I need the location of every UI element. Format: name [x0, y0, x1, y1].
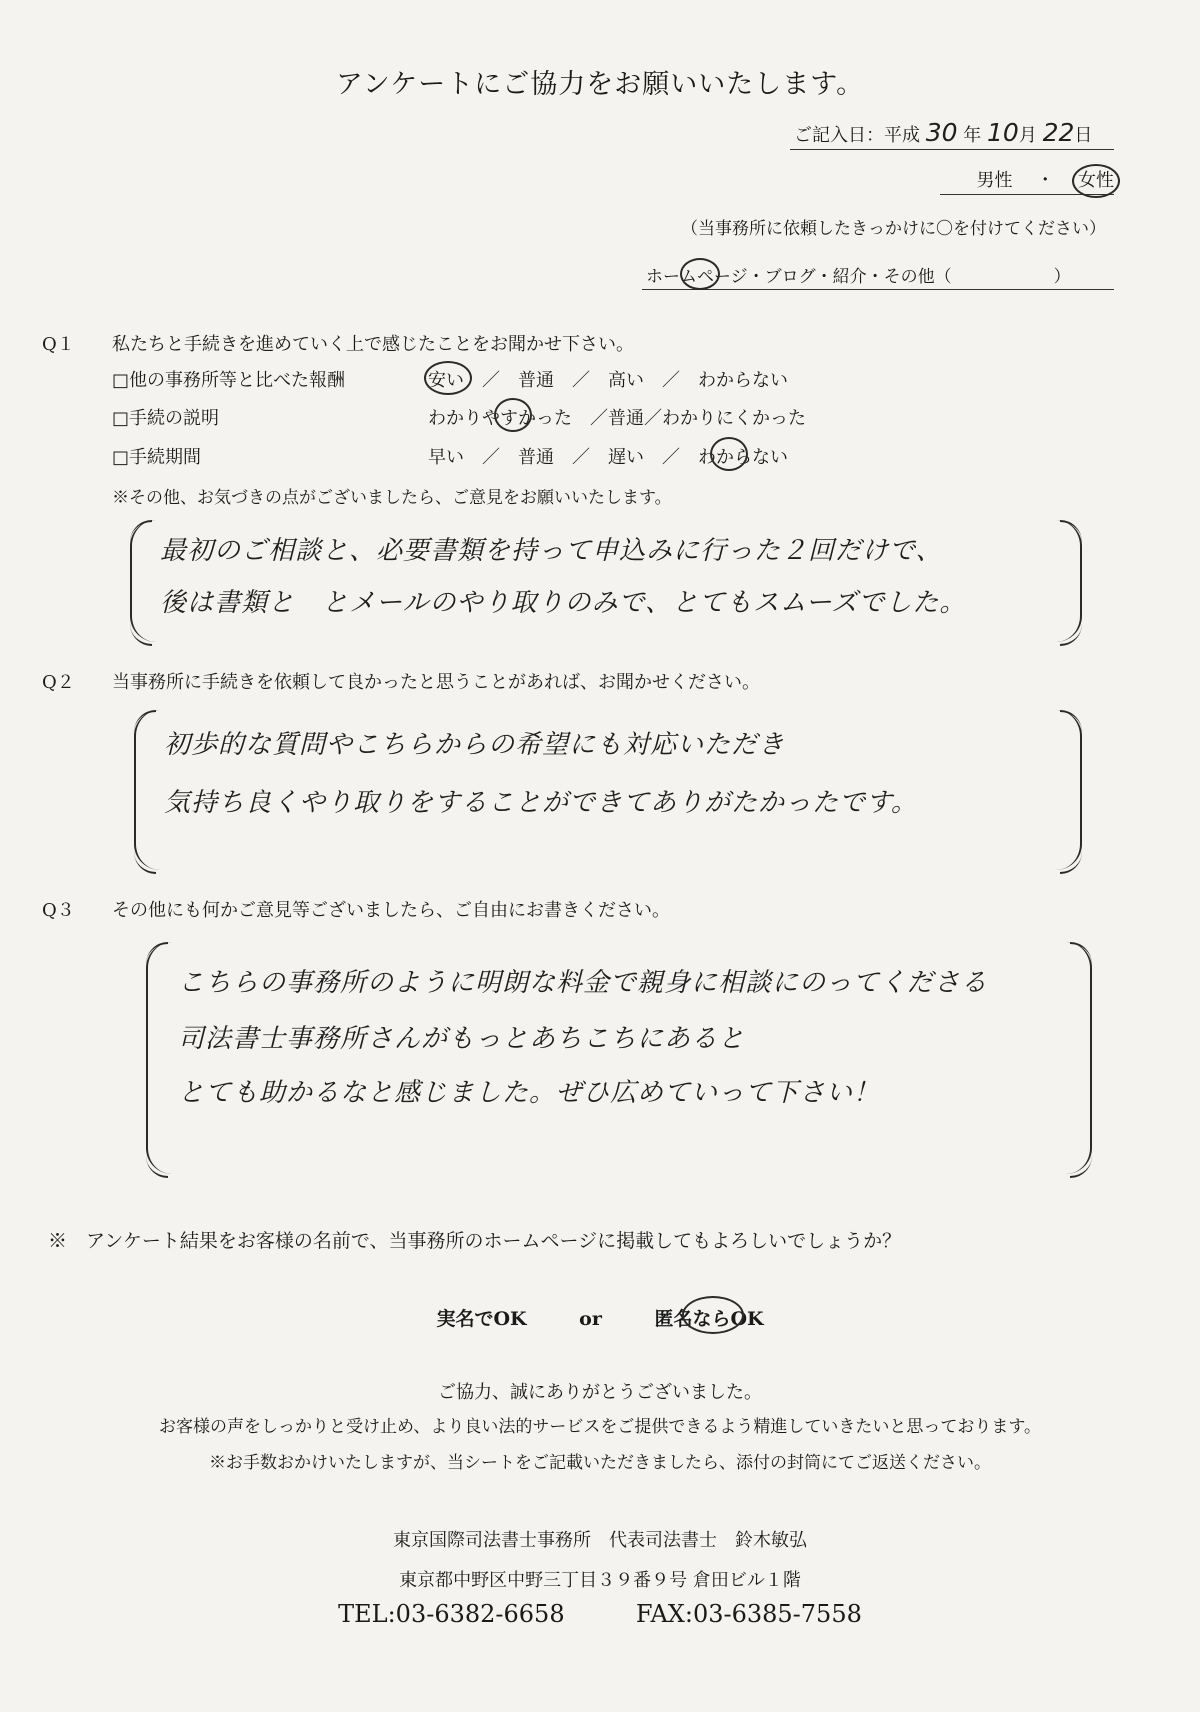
- q2-text: 当事務所に手続きを依頼して良かったと思うことがあれば、お聞かせください。: [112, 672, 760, 693]
- q2-answer-line-1: 初歩的な質問やこちらからの希望にも対応いただき: [164, 730, 786, 760]
- office-name: 東京国際司法書士事務所 代表司法書士 鈴木敏弘: [393, 1530, 807, 1551]
- return-note: ※お手数おかけいたしますが、当シートをご記載いただきましたら、添付の封筒にてご返送ください。: [209, 1453, 991, 1473]
- contact-numbers: [0, 1600, 1200, 1628]
- gender-male[interactable]: 男性: [976, 170, 1013, 191]
- referral-instruction: （当事務所に依頼したきっかけに〇を付けてください）: [681, 219, 1106, 239]
- q1-row-fee-options[interactable]: 安い ／ 普通 ／ 高い ／ わからない: [428, 366, 788, 392]
- option-real-name[interactable]: 実名でOK: [436, 1308, 527, 1330]
- option-anonymous[interactable]: 匿名ならOK: [654, 1304, 763, 1331]
- q2-answer-line-2: 気持ち良くやり取りをすることができてありがたかったです。: [164, 788, 918, 818]
- q3-answer-line-1: こちらの事務所のように明朗な料金で親身に相談にのってくださる: [178, 968, 988, 998]
- referral-options[interactable]: ホームページ・ブログ・紹介・その他（ ）: [642, 262, 1114, 290]
- message-text: お客様の声をしっかりと受け止め、より良い法的サービスをご提供できるよう精進していきたいと思っております。: [159, 1417, 1041, 1437]
- date-day: 22: [1042, 118, 1075, 147]
- q1-answer-line-2: 後は書類と とメールのやり取りのみで、とてもスムーズでした。: [160, 588, 967, 618]
- thanks-text: ご協力、誠にありがとうございました。: [438, 1382, 762, 1403]
- q2-label: Q２: [42, 672, 75, 693]
- q1-row-explanation-options[interactable]: わかりやすかった ／普通／わかりにくかった: [428, 404, 806, 430]
- date-field[interactable]: [790, 118, 1114, 150]
- q1-label: Q１: [42, 334, 75, 355]
- q3-answer-line-3: とても助かるなと感じました。ぜひ広めていって下さい！: [178, 1078, 881, 1108]
- survey-title: アンケートにご協力をお願いいたします。: [335, 69, 865, 100]
- date-month-unit: 月: [1018, 125, 1037, 146]
- q1-note: ※その他、お気づきの点がございましたら、ご意見をお願いいたします。: [112, 488, 672, 508]
- q3-label: Q３: [42, 900, 75, 921]
- date-month: 10: [987, 118, 1019, 147]
- date-year: 30: [925, 118, 958, 147]
- q3-text: その他にも何かご意見等ございましたら、ご自由にお書きください。: [112, 900, 670, 921]
- gender-field[interactable]: [940, 166, 1114, 195]
- q1-row-period-label[interactable]: □手続期間: [112, 447, 202, 468]
- q1-row-fee-label[interactable]: □他の事務所等と比べた報酬: [112, 370, 346, 391]
- q1-text: 私たちと手続きを進めていく上で感じたことをお聞かせ下さい。: [112, 334, 634, 355]
- tel-number[interactable]: TEL:03-6382-6658: [338, 1600, 565, 1628]
- q3-answer-line-2: 司法書士事務所さんがもっとあちこちにあると: [178, 1024, 746, 1054]
- fax-number: FAX:03-6385-7558: [635, 1600, 862, 1628]
- q1-row-period-options[interactable]: 早い ／ 普通 ／ 遅い ／ わからない: [428, 443, 788, 469]
- gender-female[interactable]: 女性: [1078, 170, 1114, 191]
- date-label: ご記入日：平成: [794, 125, 920, 146]
- office-address: 東京都中野区中野三丁目３９番９号 倉田ビル１階: [399, 1570, 801, 1591]
- q1-answer-line-1: 最初のご相談と、必要書類を持って申込みに行った２回だけで、: [160, 536, 943, 566]
- date-year-unit: 年: [963, 125, 982, 146]
- date-day-unit: 日: [1074, 125, 1093, 146]
- gender-separator: ・: [1036, 170, 1055, 191]
- or-text: or: [579, 1308, 602, 1330]
- publish-question: ※ アンケート結果をお客様の名前で、当事務所のホームページに掲載してもよろしいでしょうか？: [48, 1230, 902, 1252]
- publish-choices: [0, 1304, 1200, 1331]
- q1-row-explanation-label[interactable]: □手続の説明: [112, 408, 220, 429]
